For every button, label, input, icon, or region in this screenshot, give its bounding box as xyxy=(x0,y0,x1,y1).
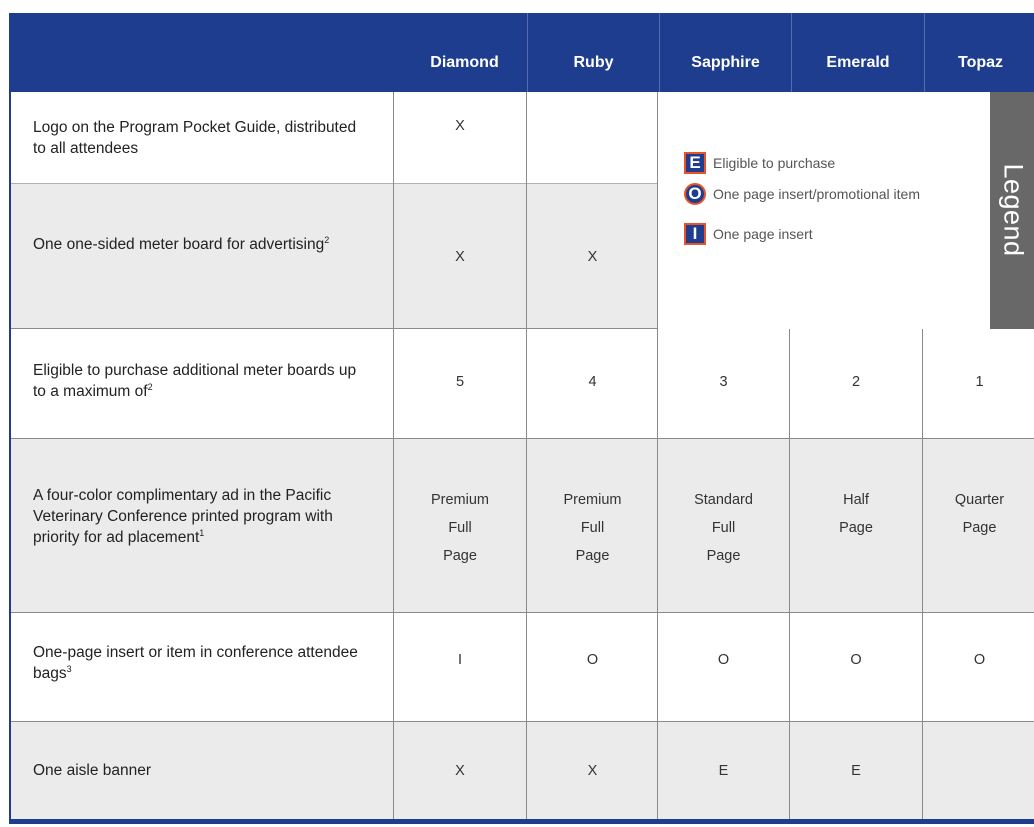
cell-line: Full xyxy=(580,520,605,536)
row-label-text: One one-sided meter board for advertising xyxy=(33,236,325,253)
table-cell: 5 xyxy=(455,374,465,390)
cell-line: Standard xyxy=(694,492,753,508)
legend-item-label: Eligible to purchase xyxy=(713,155,836,171)
cell-line: Half xyxy=(843,492,869,508)
table-cell xyxy=(790,486,922,542)
footnote-marker: 1 xyxy=(199,527,205,538)
column-divider xyxy=(526,92,527,184)
cell-line: Quarter xyxy=(954,492,1005,508)
cell-line: Page xyxy=(706,548,741,564)
row-label xyxy=(33,642,363,684)
column-header-ruby: Ruby xyxy=(573,54,614,71)
table-cell xyxy=(658,486,789,570)
cell-line: Page xyxy=(575,548,610,564)
table-cell: 1 xyxy=(975,374,984,390)
table-cell: X xyxy=(587,763,598,779)
row-label xyxy=(33,234,363,255)
table-cell: 4 xyxy=(588,374,597,390)
cell-line: Full xyxy=(711,520,736,536)
table-cell xyxy=(527,486,658,570)
table-cell: X xyxy=(455,763,465,779)
column-divider xyxy=(922,722,923,819)
table-cell: E xyxy=(718,763,729,779)
table-cell: I xyxy=(457,652,463,668)
table-cell: 2 xyxy=(851,374,861,390)
row-label-text: Eligible to purchase additional meter boards up to a maximum of xyxy=(33,362,357,400)
legend-item-eligible xyxy=(684,152,835,174)
table-header xyxy=(11,13,1034,92)
legend-item-insert xyxy=(684,223,813,245)
table-cell: X xyxy=(455,249,465,265)
sponsorship-table xyxy=(9,13,1034,824)
row-label xyxy=(33,760,363,781)
column-header-sapphire: Sapphire xyxy=(691,54,760,71)
table-cell: X xyxy=(587,249,598,265)
column-header-diamond: Diamond xyxy=(430,54,499,71)
table-cell xyxy=(394,486,526,570)
legend-item-insert-promo xyxy=(684,183,920,205)
footnote-marker: 2 xyxy=(147,381,153,392)
cell-line: Page xyxy=(839,520,873,536)
table-cell: O xyxy=(717,652,730,668)
table-row xyxy=(11,613,1034,722)
column-divider xyxy=(657,92,658,329)
cell-line: Page xyxy=(962,520,997,536)
cell-line: Premium xyxy=(563,492,622,508)
table-row xyxy=(11,722,1034,819)
cell-line: Premium xyxy=(430,492,489,508)
column-header-emerald: Emerald xyxy=(826,54,890,71)
cell-line: Page xyxy=(443,548,477,564)
row-label-text: One aisle banner xyxy=(33,762,152,779)
table-cell: E xyxy=(851,763,861,779)
table-row xyxy=(11,329,1034,439)
row-label xyxy=(33,485,363,548)
footnote-marker: 3 xyxy=(66,663,72,674)
table-cell xyxy=(923,486,1034,542)
table-cell: 3 xyxy=(719,374,728,390)
cell-line: Full xyxy=(448,520,472,536)
insert-icon: I xyxy=(684,223,706,245)
table-row xyxy=(11,439,1034,613)
insert-promo-icon: O xyxy=(684,183,706,205)
row-label xyxy=(33,360,363,402)
eligible-icon: E xyxy=(684,152,706,174)
legend-title: Legend xyxy=(998,163,1029,257)
row-label xyxy=(33,117,363,159)
table-cell: X xyxy=(455,118,465,134)
table-cell: O xyxy=(973,652,986,668)
column-header-topaz: Topaz xyxy=(957,54,1004,71)
table-cell: O xyxy=(586,652,599,668)
legend-tab xyxy=(990,92,1034,329)
row-label-text: A four-color complimentary ad in the Pacific Veterinary Conference printed program with priority for ad placement xyxy=(33,487,333,546)
footnote-marker: 2 xyxy=(324,234,330,245)
row-label-text: One-page insert or item in conference attendee bags xyxy=(33,644,358,682)
table-cell: O xyxy=(850,652,862,668)
row-label-text: Logo on the Program Pocket Guide, distributed to all attendees xyxy=(33,119,357,157)
legend-panel xyxy=(658,92,1034,329)
legend-item-label: One page insert xyxy=(713,226,813,242)
legend-item-label: One page insert/promotional item xyxy=(713,186,920,202)
